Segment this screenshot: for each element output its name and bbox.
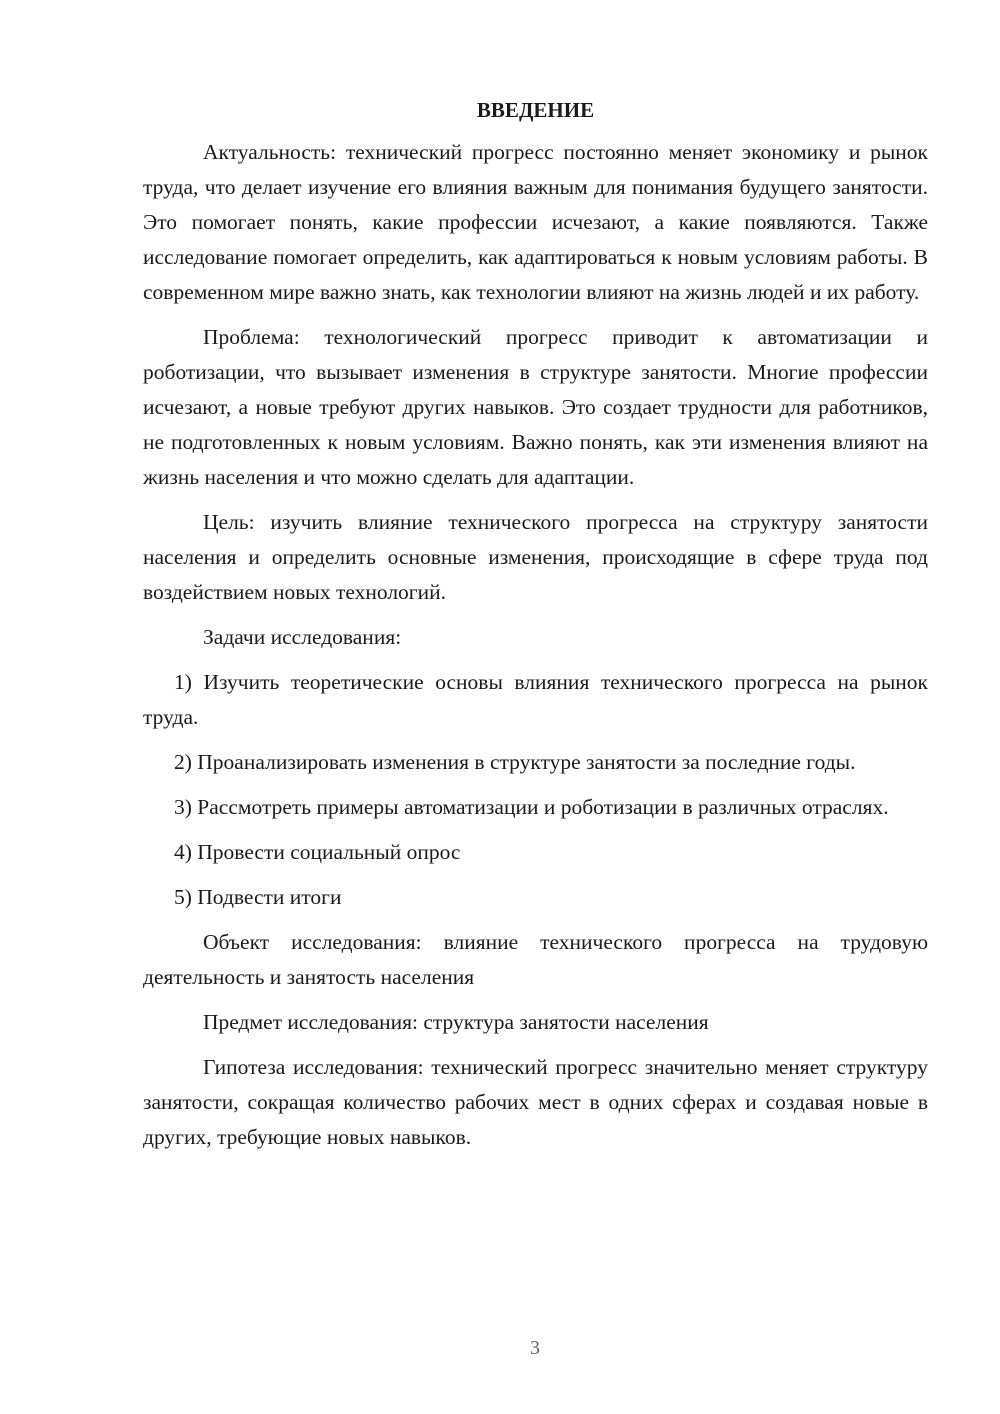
document-page bbox=[143, 90, 928, 1155]
page-number: 3 bbox=[530, 1337, 540, 1359]
paragraph-object: Объект исследования: влияние технического прогресса на трудовую деятельность и занятость населения bbox=[143, 930, 928, 989]
list-item: 2) Проанализировать изменения в структуре занятости за последние годы. bbox=[174, 750, 856, 774]
list-item: 1) Изучить теоретические основы влияния технического прогресса на рынок труда. bbox=[143, 670, 928, 729]
list-item: 4) Провести социальный опрос bbox=[174, 840, 461, 864]
paragraph-relevance: Актуальность: технический прогресс постоянно меняет экономику и рынок труда, что делает изучение его влияния важным для понимания будущего занятости. Это помогает понять, какие профессии исчезают, а какие появляются. Также исследование помогает определить, как адаптироваться к новым условиям работы. В современном мире важно знать, как технологии влияют на жизнь людей и их работу. bbox=[143, 140, 928, 304]
paragraph-goal: Цель: изучить влияние технического прогресса на структуру занятости населения и определить основные изменения, происходящие в сфере труда под воздействием новых технологий. bbox=[143, 510, 928, 604]
list-item: 3) Рассмотреть примеры автоматизации и роботизации в различных отраслях. bbox=[174, 795, 889, 819]
page-title: ВВЕДЕНИЕ bbox=[476, 98, 595, 122]
paragraph-tasks-heading: Задачи исследования: bbox=[203, 625, 402, 649]
paragraph-problem: Проблема: технологический прогресс приводит к автоматизации и роботизации, что вызывает изменения в структуре занятости. Многие профессии исчезают, а новые требуют других навыков. Это создает трудности для работников, не подготовленных к новым условиям. Важно понять, как эти изменения влияют на жизнь населения и что можно сделать для адаптации. bbox=[143, 325, 928, 489]
paragraph-subject: Предмет исследования: структура занятости населения bbox=[203, 1010, 709, 1034]
paragraph-hypothesis: Гипотеза исследования: технический прогресс значительно меняет структуру занятости, сокращая количество рабочих мест в одних сферах и создавая новые в других, требующие новых навыков. bbox=[143, 1055, 928, 1149]
list-item: 5) Подвести итоги bbox=[174, 885, 342, 909]
